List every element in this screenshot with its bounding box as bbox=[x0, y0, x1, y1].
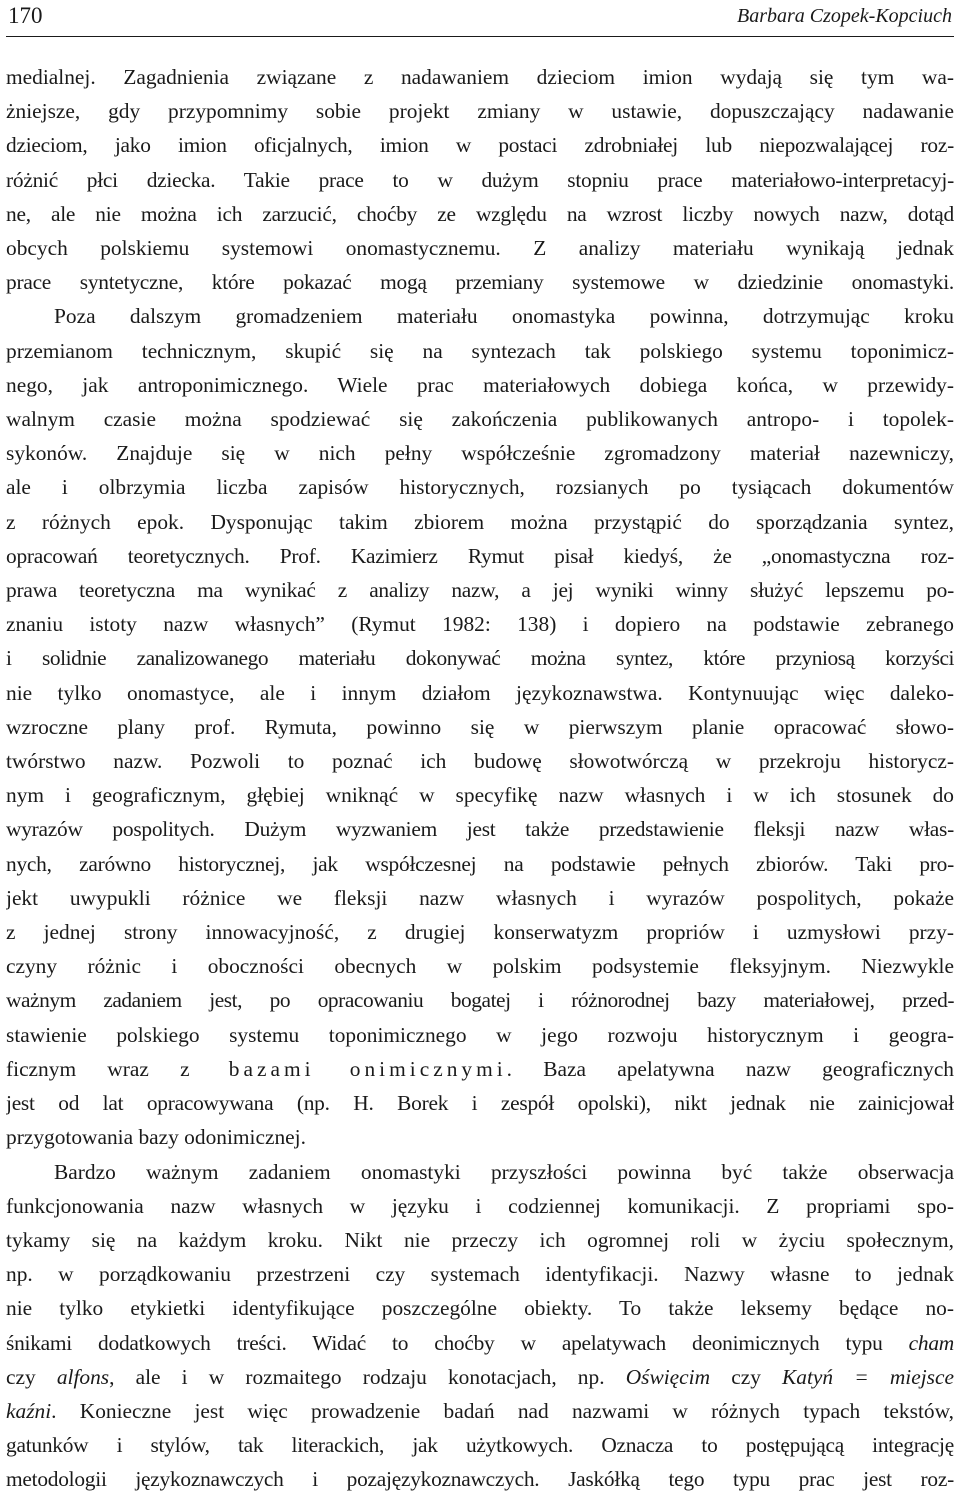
text-line: jekt uwypukli różnice we fleksji nazw własnych i wyrazów pospolitych, pokaże bbox=[6, 885, 954, 910]
text-line: z różnych epok. Dysponując takim zbiorem można przystąpić do sporządzania syntez, bbox=[6, 509, 954, 534]
text-line: stawienie polskiego systemu toponimicznego w jego rozwoju historycznym i geogra- bbox=[6, 1022, 954, 1047]
text-line: Poza dalszym gromadzeniem materiału onomastyka powinna, dotrzymując kroku bbox=[54, 304, 954, 329]
text-line: tykamy się na każdym kroku. Nikt nie przeczy ich ogromnej roli w życiu społecznym, bbox=[6, 1227, 954, 1252]
text-segment: czy bbox=[6, 1364, 57, 1389]
italic-term: kaźni bbox=[6, 1398, 52, 1423]
italic-term: Oświęcim bbox=[625, 1364, 711, 1389]
paragraph-3 bbox=[6, 1155, 954, 1497]
text-line: i solidnie zanalizowanego materiału dokonywać można syntez, które przyniosą korzyści bbox=[6, 646, 954, 671]
text-line: nie tylko onomastyce, ale i innym działom językoznawstwa. Kontynuując więc daleko- bbox=[6, 680, 954, 705]
text-line: nym i geograficznym, głębiej wniknąć w specyfikę nazw własnych i w ich stosunek do bbox=[6, 783, 954, 808]
text-line: dzieciom, jako imion oficjalnych, imion w postaci zdrobniałej lub niepozwalającej roz- bbox=[6, 133, 954, 158]
text-line: nie tylko etykietki identyfikujące poszczególne obiekty. To także leksemy będące no- bbox=[6, 1296, 954, 1321]
text-line: walnym czasie można spodziewać się zakończenia publikowanych antropo- i topolek- bbox=[6, 407, 954, 432]
text-line: funkcjonowania nazw własnych w języku i codziennej komunikacji. Z propriami spo- bbox=[6, 1193, 954, 1218]
text-line: przemianom technicznym, skupić się na syntezach tak polskiego systemu toponimicz- bbox=[6, 338, 954, 363]
running-head bbox=[6, 0, 954, 37]
paragraph-1 bbox=[6, 60, 954, 299]
text-segment: śnikami dodatkowych treści. Widać to choćby w apelatywach deonimicznych typu bbox=[6, 1330, 909, 1355]
text-segment: ficznym wraz bbox=[6, 1056, 181, 1081]
text-line: metodologii językoznawczych i pozajęzykoznawczych. Jaskółką tego typu prac jest roz- bbox=[6, 1467, 954, 1492]
text-line: żniejsze, gdy przypomnimy sobie projekt zmiany w ustawie, dopuszczający nadawanie bbox=[6, 99, 954, 124]
text-line: czyny różnic i oboczności obecnych w polskim podsystemie fleksyjnym. Niezwykle bbox=[6, 954, 954, 979]
page-number: 170 bbox=[8, 3, 43, 28]
paragraph-2 bbox=[6, 299, 954, 1154]
text-line: wyrazów pospolitych. Dużym wyzwaniem jest także przedstawienie fleksji nazw włas- bbox=[6, 817, 954, 842]
text-line: ale i olbrzymia liczba zapisów historycznych, rozsianych po tysiącach dokumentów bbox=[6, 475, 954, 500]
text-line bbox=[6, 1326, 954, 1360]
italic-term: alfons bbox=[56, 1364, 110, 1389]
text-line: twórstwo nazw. Pozwoli to poznać ich budowę słowotwórczą w przekroju historycz- bbox=[6, 749, 954, 774]
text-line: z jednej strony innowacyjność, z drugiej konserwatyzm propriów i uzmysłowi przy- bbox=[6, 920, 954, 945]
text-segment: , ale i w rozmaitego rodzaju konotacjach, np. bbox=[109, 1364, 626, 1389]
running-head-author: Barbara Czopek-Kopciuch bbox=[737, 5, 952, 27]
italic-term: cham bbox=[908, 1330, 954, 1355]
text-line: opracowań teoretycznych. Prof. Kazimierz Rymut pisał kiedyś, że „onomastyczna roz- bbox=[6, 543, 954, 568]
text-line: różnić płci dziecka. Takie prace to w dużym stopniu prace materiałowo-interpretacyj- bbox=[6, 167, 954, 192]
text-line: gatunków i stylów, tak literackich, jak użytkowych. Oznacza to postępującą integrację bbox=[6, 1433, 954, 1458]
spaced-emphasis: z bazami onimicznymi bbox=[180, 1056, 507, 1081]
text-line: znaniu istoty nazw własnych” (Rymut 1982: 138) i dopiero na podstawie zebranego bbox=[6, 612, 954, 637]
text-line: prawa teoretyczna ma wynikać z analizy nazw, a jej wyniki winny służyć lepszemu po- bbox=[6, 578, 954, 603]
text-line: medialnej. Zagadnienia związane z nadawaniem dzieciom imion wydają się tym wa- bbox=[6, 65, 954, 89]
text-line: Bardzo ważnym zadaniem onomastyki przyszłości powinna być także obserwacja bbox=[54, 1159, 954, 1184]
text-line: sykonów. Znajduje się w nich pełny współcześnie zgromadzony materiał nazewniczy, bbox=[6, 441, 954, 466]
text-line: przygotowania bazy odonimicznej. bbox=[6, 1125, 306, 1150]
text-line: ważnym zadaniem jest, po opracowaniu bogatej i różnorodnej bazy materiałowej, przed- bbox=[6, 988, 954, 1013]
text-line bbox=[6, 1394, 954, 1428]
text-segment: czy bbox=[710, 1364, 783, 1389]
text-segment: . Baza apelatywna nazw geograficznych bbox=[506, 1056, 954, 1081]
text-line: wzroczne plany prof. Rymuta, powinno się w pierwszym planie opracować słowo- bbox=[6, 714, 954, 739]
text-line bbox=[6, 1360, 954, 1394]
text-line: jest od lat opracowywana (np. H. Borek i zespół opolski), nikt jednak nie zainicjował bbox=[6, 1091, 954, 1116]
italic-term: Katyń = miejsce bbox=[782, 1364, 954, 1389]
text-line: nych, zarówno historycznej, jak współczesnej na podstawie pełnych zbiorów. Taki pro- bbox=[6, 851, 954, 876]
text-line bbox=[6, 1052, 954, 1086]
text-line: ne, ale nie można ich zarzucić, choćby ze względu na wzrost liczby nowych nazw, dotąd bbox=[6, 201, 954, 226]
text-line: nego, jak antroponimicznego. Wiele prac materiałowych dobiega końca, w przewidy- bbox=[6, 372, 954, 397]
text-line: np. w porządkowaniu przestrzeni czy systemach identyfikacji. Nazwy własne to jednak bbox=[6, 1262, 954, 1287]
text-line: obcych polskiemu systemowi onomastycznemu. Z analizy materiału wynikają jednak bbox=[6, 236, 954, 261]
text-line: prace syntetyczne, które pokazać mogą przemiany systemowe w dziedzinie onomastyki. bbox=[6, 270, 954, 295]
text-segment: . Konieczne jest więc prowadzenie badań nad nazwami w różnych typach tekstów, bbox=[51, 1398, 954, 1423]
body-text bbox=[6, 60, 954, 1497]
